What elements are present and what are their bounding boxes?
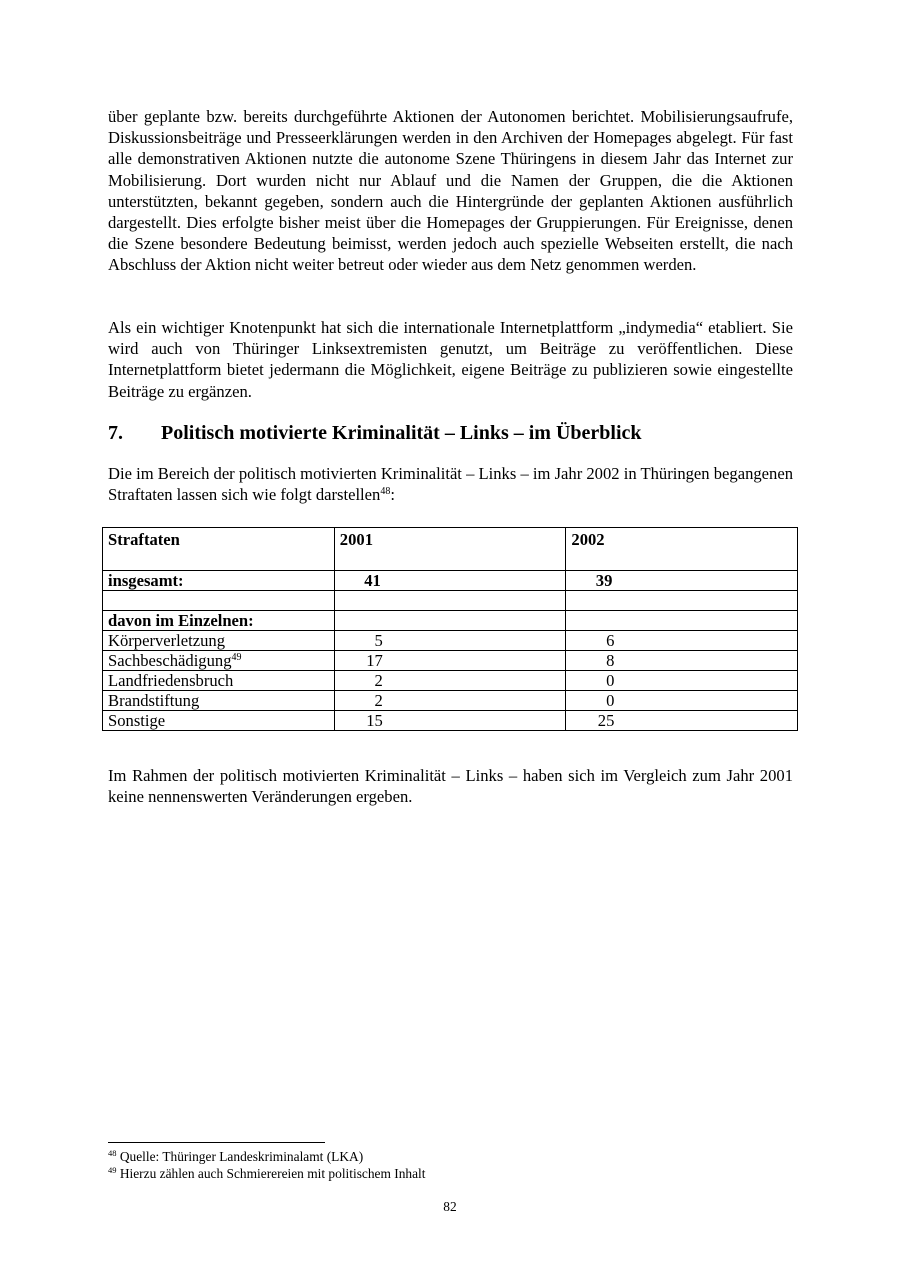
- table-row: [103, 691, 798, 711]
- section-title: Politisch motivierte Kriminalität – Links – im Überblick: [161, 422, 642, 444]
- paragraph-internet-mobilization: über geplante bzw. bereits durchgeführte Aktionen der Autonomen berichtet. Mobilisierungsaufrufe, Diskussionsbeiträge und Presseerklärungen werden in den Archiven der Homepages abgelegt. Für fast alle demonstrativen Aktionen nutzte die autonome Szene Thüringens in diesem Jahr das Internet zur Mobilisierung. Dort wurden nicht nur Ablauf und die Namen der Gruppen, die die Aktionen unterstützten, bekannt gegeben, sondern auch die Hintergründe der geplanten Aktionen ausführlich dargestellt. Dies erfolgte bisher meist über die Homepages der Gruppierungen. Für Ereignisse, denen die Szene besondere Bedeutung beimisst, werden jedoch auch spezielle Webseiten erstellt, die nach Abschluss der Aktion nicht weiter betreut oder wieder aus dem Netz genommen werden.: [108, 107, 793, 275]
- table-intro-text: Die im Bereich der politisch motivierten Kriminalität – Links – im Jahr 2002 in Thüringen begangenen Straftaten lassen sich wie folgt darstellen: [108, 464, 793, 505]
- row-2001: 2: [374, 691, 383, 710]
- table-header-row: [103, 528, 798, 571]
- row-2002: 0: [606, 671, 615, 690]
- total-label: insgesamt:: [103, 571, 335, 591]
- group-label: davon im Einzelnen:: [103, 611, 335, 631]
- total-2001: 41: [364, 571, 381, 590]
- footnote-number: 48: [108, 1148, 117, 1158]
- paragraph-table-intro: [108, 463, 793, 505]
- row-2001: 17: [366, 651, 383, 670]
- footnote-divider: [108, 1142, 325, 1143]
- row-2002: 6: [606, 631, 615, 650]
- table-group-row: [103, 611, 798, 631]
- row-2001: 5: [374, 631, 383, 650]
- footnote-text: Hierzu zählen auch Schmierereien mit politischem Inhalt: [116, 1166, 426, 1181]
- footnote-number: 49: [108, 1165, 117, 1175]
- table-row: [103, 711, 798, 731]
- page-number: 82: [443, 1199, 457, 1214]
- table-row: [103, 631, 798, 651]
- header-2001: 2001: [334, 528, 566, 571]
- table-row: [103, 671, 798, 691]
- header-2002: 2002: [566, 528, 798, 571]
- row-2002: 0: [606, 691, 615, 710]
- row-2001: 2: [374, 671, 383, 690]
- paragraph-indymedia: Als ein wichtiger Knotenpunkt hat sich die internationale Internetplattform „indymedia“ etabliert. Sie wird auch von Thüringer Linksextremisten genutzt, um Beiträge zu veröffentlichen. Diese Internetplattform bietet jedermann die Möglichkeit, eigene Beiträge zu publizieren sowie eingestellte Beiträge zu ergänzen.: [108, 318, 793, 401]
- footnote-49: [108, 1165, 798, 1182]
- footnote-text: Quelle: Thüringer Landeskriminalamt (LKA): [116, 1149, 364, 1164]
- footnotes: [108, 1148, 798, 1182]
- footnote-48: [108, 1148, 798, 1165]
- table-total-row: [103, 571, 798, 591]
- table-intro-colon: :: [390, 485, 395, 505]
- paragraph-conclusion: Im Rahmen der politisch motivierten Kriminalität – Links – haben sich im Vergleich zum Jahr 2001 keine nennenswerten Veränderungen ergeben.: [108, 766, 793, 807]
- section-number: 7.: [108, 422, 123, 444]
- footnote-ref-49: 49: [231, 652, 242, 663]
- crime-statistics-table: [102, 527, 798, 731]
- section-heading: [108, 420, 798, 446]
- row-2002: 8: [606, 651, 615, 670]
- row-2001: 15: [366, 711, 383, 730]
- row-label: Sonstige: [108, 711, 166, 730]
- table-row: [103, 651, 798, 671]
- row-label: Körperverletzung: [108, 631, 226, 650]
- table-empty-row: [103, 591, 798, 611]
- row-label: Landfriedensbruch: [108, 671, 234, 690]
- header-offenses: Straftaten: [103, 528, 335, 571]
- row-label: Sachbeschädigung: [108, 651, 232, 670]
- footnote-ref-48: 48: [380, 486, 391, 498]
- row-2002: 25: [597, 711, 615, 730]
- total-2002: 39: [595, 571, 613, 590]
- row-label: Brandstiftung: [108, 691, 200, 710]
